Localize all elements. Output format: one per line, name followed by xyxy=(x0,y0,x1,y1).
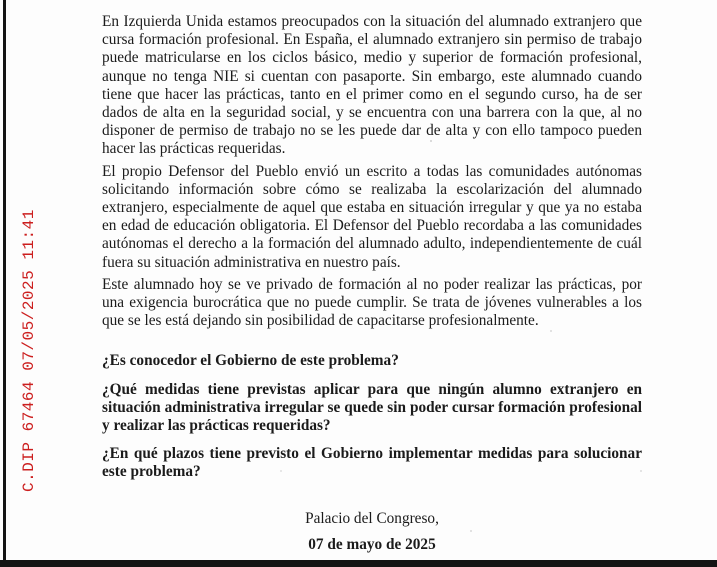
registry-stamp: C.DIP 67464 07/05/2025 11:41 xyxy=(20,209,38,492)
question-1: ¿Es conocedor el Gobierno de este problema? xyxy=(102,352,399,370)
question-3: ¿En qué plazos tiene previsto el Gobierno implementar medidas para solucionar este problema? xyxy=(102,445,642,481)
questions-block xyxy=(102,352,642,481)
question-2: ¿Qué medidas tiene previstas aplicar para que ningún alumno extranjero en situación administrativa irregular se quede sin poder cursar formación profesional y realizar las prácticas requeridas? xyxy=(102,380,642,435)
paragraph-1: En Izquierda Unida estamos preocupados con la situación del alumnado extranjero que cursa formación profesional. En España, el alumnado extranjero sin permiso de trabajo puede matricularse en los ciclos básico, medio y superior de formación profesional, aunque no tenga NIE si cuentan con pasaporte. Sin embargo, este alumnado cuando tiene que hacer las prácticas, tanto en el primer como en el segundo curso, ha de ser dados de alta en la seguridad social, y se encuentra con una barrera con la que, al no disponer de permiso de trabajo no se les puede dar de alta y con ello tampoco pueden hacer las prácticas requeridas. xyxy=(102,13,642,158)
document-body xyxy=(102,13,642,554)
signature-date: 07 de mayo de 2025 xyxy=(308,535,436,553)
signature-block xyxy=(102,510,642,554)
paragraph-3: Este alumnado hoy se ve privado de formación al no poder realizar las prácticas, por una exigencia burocrática que no puede cumplir. Se trata de jóvenes vulnerables a los que se les está dejando sin posibilidad de capacitarse profesionalmente. xyxy=(102,275,642,330)
signature-place: Palacio del Congreso, xyxy=(305,509,439,527)
scan-bottom-bar xyxy=(0,560,717,567)
paragraph-2: El propio Defensor del Pueblo envió un escrito a todas las comunidades autónomas solicitando información sobre cómo se realizaba la escolarización del alumnado extranjero, especialmente de aquel que estaba en situación irregular y que ya no estaba en edad de educación obligatoria. El Defensor del Pueblo recordaba a las comunidades autónomas el derecho a la formación del alumnado adulto, independientemente de cuál fuera su situación administrativa en nuestro país. xyxy=(102,162,642,271)
scan-edge-line xyxy=(3,0,6,561)
